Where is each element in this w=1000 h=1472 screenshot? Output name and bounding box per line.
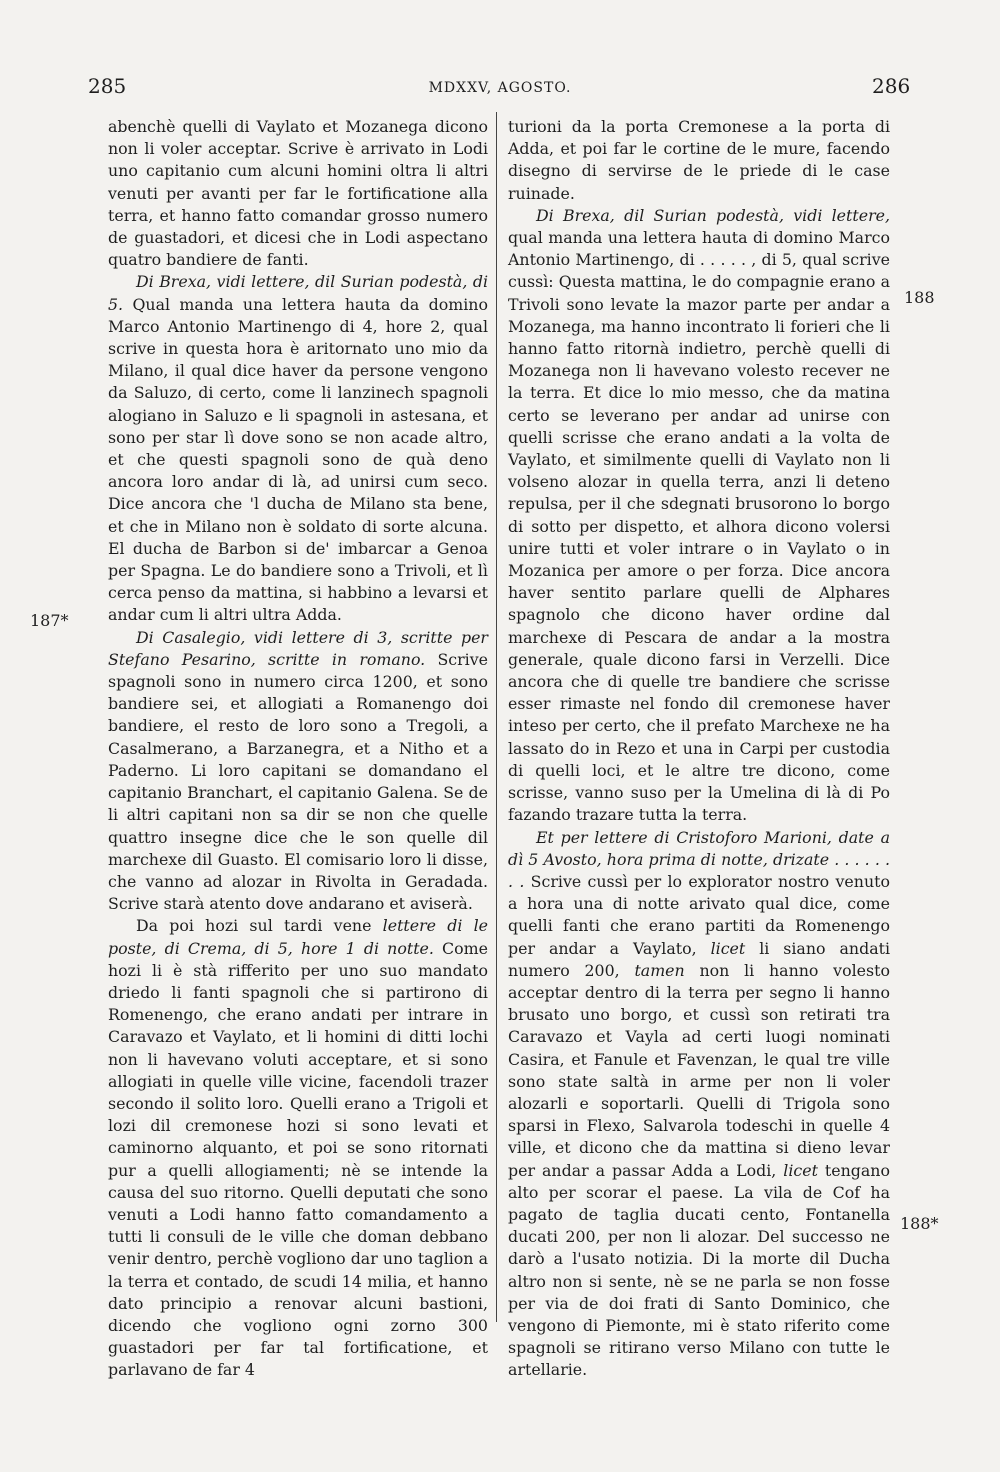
- entry-heading: Et per lettere di Cristoforo Marioni, date a dì 5 Avosto, hora prima di notte, drizate . . . . . . . .: [508, 827, 890, 891]
- margin-number-187: 187*: [30, 611, 69, 630]
- column-divider: [496, 112, 497, 1322]
- paragraph: Di Brexa, dil Surian podestà, vidi lettere, qual manda una lettera hauta di domino Marco Antonio Martinengo, di . . . . . , di 5, qual scrive cussì: Questa mattina, le do compagnie erano a Trivoli sono levate la mazor parte per andar a Mozanega, ma hanno incontrato li forieri che li hanno fatto ritornà indietro, perchè quelli di Mozanega non li havevano volesto recever ne la terra. Et dice lo mio messo, che da matina certo se leverano per andar ad unirse con quelli scrisse che erano andati a la volta de Vaylato, et similmente quelli di Vaylato non li volseno alozar in quella terra, anzi li deteno repulsa, per il che sdegnati brusorono lo borgo di sotto per dispetto, et alhora dicono volersi unire tutti et voler intrare o in Vaylato o in Mozanica per amore o per forza. Dice ancora haver sentito parlare quelli de Alphares spagnolo che dicono haver ordine dal marchexe di Pescara de andar a la mostra generale, quale dicono farsi in Verzelli. Dice ancora che di quelle tre bandiere che scrisse esser rimaste nel fondo dil cremonese haver inteso per certo, che il prefato Marchexe ne ha lassato do in Rezo et una in Carpi per custodia di quelli loci, et le altre tre dicono, come scrisse, vanno suso per la Umelina di là di Po fazando trazare tutta la terra.: [508, 205, 890, 825]
- paragraph: Da poi hozi sul tardi vene lettere di le poste, di Crema, di 5, hore 1 di notte. Come hozi li è stà rifferito per uno suo mandato driedo li fanti spagnoli che si partirono di Romenengo, che erano andati per intrare in Caravazo et Vaylato, et li homini di ditti lochi non li havevano voluti acceptare, et si sono allogiati in quelle ville vicine, facendoli trazer secondo il solito loro. Quelli erano a Trigoli et lozi dil cremonese hozi si sono levati et caminorno alquanto, et poi se sono ritornati pur a quelli allogiamenti; nè se intende la causa del suo ritorno. Quelli deputati che sono venuti a Lodi hanno fatto comandamento a tutti li consuli de le ville che doman debbano venir dentro, perchè vogliono dar uno taglion a la terra et contado, de scudi 14 milia, et hanno dato principio a renovar alcuni bastioni, dicendo che vogliono ogni zorno 300 guastadori per far tal fortificatione, et parlavano de far 4: [108, 916, 488, 1380]
- entry-heading: Di Brexa, dil Surian podestà, vidi lettere,: [536, 205, 890, 225]
- left-column: [108, 116, 488, 1382]
- running-title: MDXXV, AGOSTO.: [428, 80, 572, 96]
- margin-number-188-star: 188*: [900, 1214, 939, 1233]
- margin-number-188: 188: [904, 288, 935, 307]
- entry-heading: Di Brexa, vidi lettere, dil Surian podestà, di 5.: [108, 272, 488, 314]
- paragraph: Et per lettere di Cristoforo Marioni, date a dì 5 Avosto, hora prima di notte, drizate . . . . . . . . Scrive cussì per lo explorator nostro venuto a hora una di notte arivato qual dice, come quelli fanti che erano partiti da Romenengo per andar a Vaylato, licet li siano andati numero 200, tamen non li hanno volesto acceptar dentro di la terra per segno li hanno brusato uno borgo, et cussì son retirati tra Caravazo et Vayla ad certi luogi nominati Casira, et Fanule et Favenzan, le qual tre ville sono state saltà in arme per non li voler alozarli e soportarli. Quelli di Trigola sono sparsi in Flexo, Salvarola todeschi in quelle 4 ville, et dicono che da mattina si dieno levar per andar a passar Adda a Lodi, licet tengano alto per scorar el paese. La vila de Cof ha pagato de taglia ducati cento, Fontanella ducati 200, per non li alozar. Del successo ne darò a l'usato notizia. Di la morte dil Ducha altro non si sente, nè se ne parla se non fosse per via de doi frati di Santo Dominico, che vengono di Piemonte, mi è stato riferito come spagnoli se ritirano verso Milano con tutte le artellarie.: [508, 827, 891, 1380]
- paragraph: Di Brexa, vidi lettere, dil Surian podestà, di 5. Qual manda una lettera hauta da domino Marco Antonio Martinengo di 4, hore 2, qual scrive in questa hora è aritornato uno mio da Milano, il qual dice haver da persone vengono da Saluzo, di certo, come li lanzinech spagnoli alogiano in Saluzo e li spagnoli in astesana, et sono per star lì dove sono se non acade altro, et che questi spagnoli sono de quà deno ancora loro andar di là, ad unirsi cum seco. Dice ancora che 'l ducha de Milano sta bene, et che in Milano non è soldato di sorte alcuna. El ducha de Barbon si de' imbarcar a Genoa per Spagna. Le do bandiere sono a Trivoli, et lì cerca penso da mattina, si habbino a levarsi et andar cum li altri ultra Adda.: [108, 272, 488, 625]
- paragraph: Di Casalegio, vidi lettere di 3, scritte per Stefano Pesarino, scritte in romano. Scrive spagnoli sono in numero circa 1200, et sono bandiere sei, et allogiati a Romanengo doi bandiere, el resto de loro sono a Tregoli, a Casalmerano, a Barzanegra, et a Nitho et a Paderno. Li loro capitani se domandano el capitanio Branchart, el capitanio Galena. Se de li altri capitani non sa dir se non che quelle quattro insegne dice che le son quelle dil marchexe dil Guasto. El comisario loro li disse, che vanno ad alozar in Rivolta in Geradada. Scrive starà atento dove andarano et aviserà.: [108, 627, 488, 914]
- page-number-right: 286: [872, 74, 911, 98]
- entry-heading: lettere di le poste, di Crema, di 5, hore 1 di notte.: [108, 916, 488, 958]
- page-number-left: 285: [88, 74, 127, 98]
- paragraph: turioni da la porta Cremonese a la porta di Adda, et poi far le cortine de le mure, facendo disegno di servirse de le priede di le case ruinade.: [508, 117, 890, 203]
- paragraph: abenchè quelli di Vaylato et Mozanega dicono non li voler acceptar. Scrive è arrivato in Lodi uno capitanio cum alcuni homini oltra li altri venuti per avanti per far le fortificatione alla terra, et hanno fatto comandar grosso numero de guastadori, et dicesi che in Lodi aspectano quatro bandiere de fanti.: [108, 117, 488, 270]
- right-column: [508, 116, 890, 1382]
- entry-heading: Di Casalegio, vidi lettere di 3, scritte per Stefano Pesarino, scritte in romano.: [108, 627, 488, 669]
